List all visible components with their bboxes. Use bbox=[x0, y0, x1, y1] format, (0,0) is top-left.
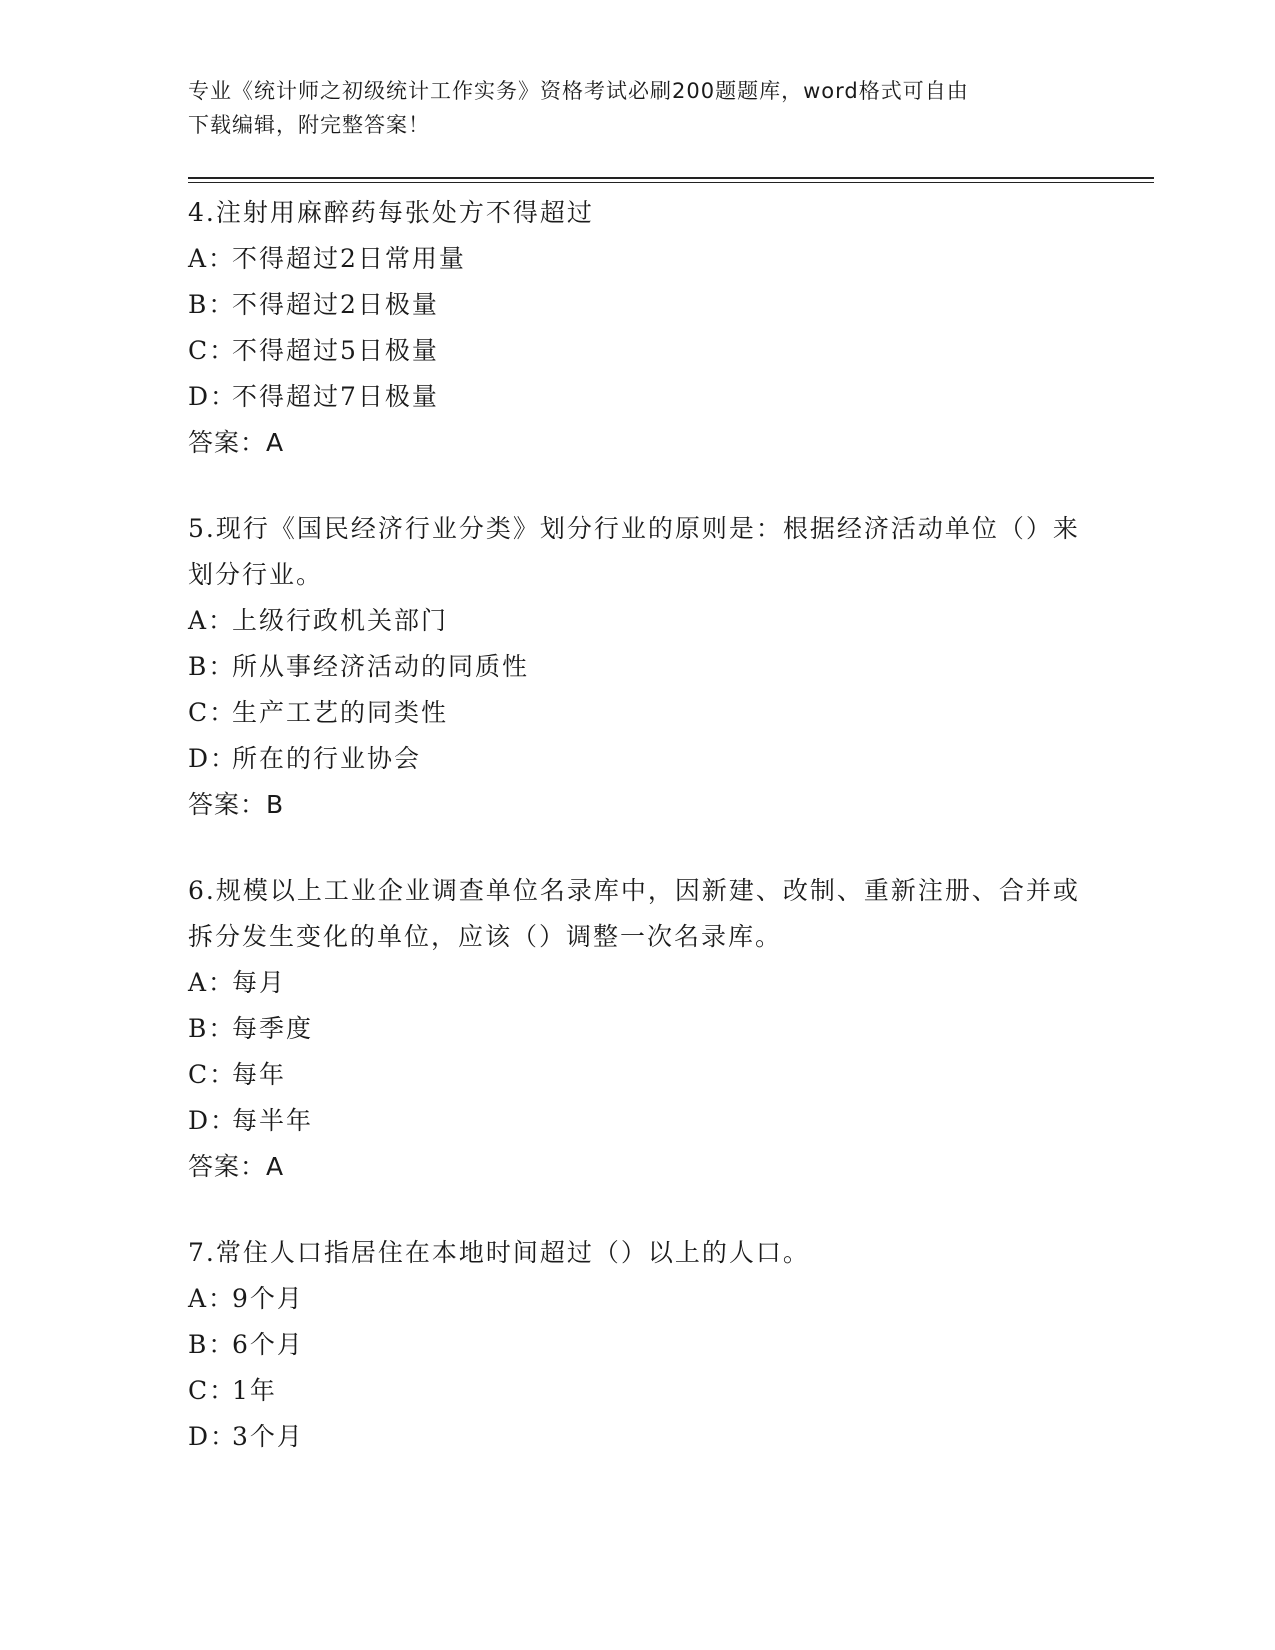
header-divider-thin bbox=[188, 182, 1154, 183]
answer-line: 答案：A bbox=[188, 428, 285, 457]
question-stem: 7.常住人口指居住在本地时间超过（）以上的人口。 bbox=[188, 1238, 810, 1267]
option-d: D：不得超过7日极量 bbox=[188, 382, 439, 411]
option-d: D：每半年 bbox=[188, 1106, 314, 1135]
option-c: C：每年 bbox=[188, 1060, 287, 1089]
option-a: A：上级行政机关部门 bbox=[188, 606, 449, 635]
option-a: A：不得超过2日常用量 bbox=[188, 244, 466, 273]
question-stem: 5.现行《国民经济行业分类》划分行业的原则是：根据经济活动单位（）来划分行业。 bbox=[188, 514, 1080, 589]
option-b: B：每季度 bbox=[188, 1014, 314, 1043]
option-c: C：不得超过5日极量 bbox=[188, 336, 439, 365]
question-6 bbox=[188, 868, 1088, 1190]
question-7 bbox=[188, 1230, 1088, 1460]
option-b: B：6个月 bbox=[188, 1330, 304, 1359]
option-b: B：不得超过2日极量 bbox=[188, 290, 439, 319]
header-divider-thick bbox=[188, 177, 1154, 179]
answer-line: 答案：B bbox=[188, 790, 285, 819]
option-b: B：所从事经济活动的同质性 bbox=[188, 652, 530, 681]
answer-line: 答案：A bbox=[188, 1152, 285, 1181]
option-d: D：3个月 bbox=[188, 1422, 304, 1451]
question-list bbox=[188, 190, 1088, 1460]
document-header bbox=[188, 74, 1088, 142]
header-line-1: 专业《统计师之初级统计工作实务》资格考试必刷200题题库，word格式可自由 bbox=[188, 79, 969, 103]
option-c: C：生产工艺的同类性 bbox=[188, 698, 449, 727]
question-stem: 6.规模以上工业企业调查单位名录库中，因新建、改制、重新注册、合并或拆分发生变化的单位，应该（）调整一次名录库。 bbox=[188, 876, 1080, 951]
option-d: D：所在的行业协会 bbox=[188, 744, 422, 773]
header-line-2: 下载编辑，附完整答案！ bbox=[188, 113, 430, 137]
option-a: A：9个月 bbox=[188, 1284, 304, 1313]
option-a: A：每月 bbox=[188, 968, 287, 997]
question-5 bbox=[188, 506, 1088, 828]
option-c: C：1年 bbox=[188, 1376, 277, 1405]
question-stem: 4.注射用麻醉药每张处方不得超过 bbox=[188, 198, 594, 227]
question-4 bbox=[188, 190, 1088, 466]
